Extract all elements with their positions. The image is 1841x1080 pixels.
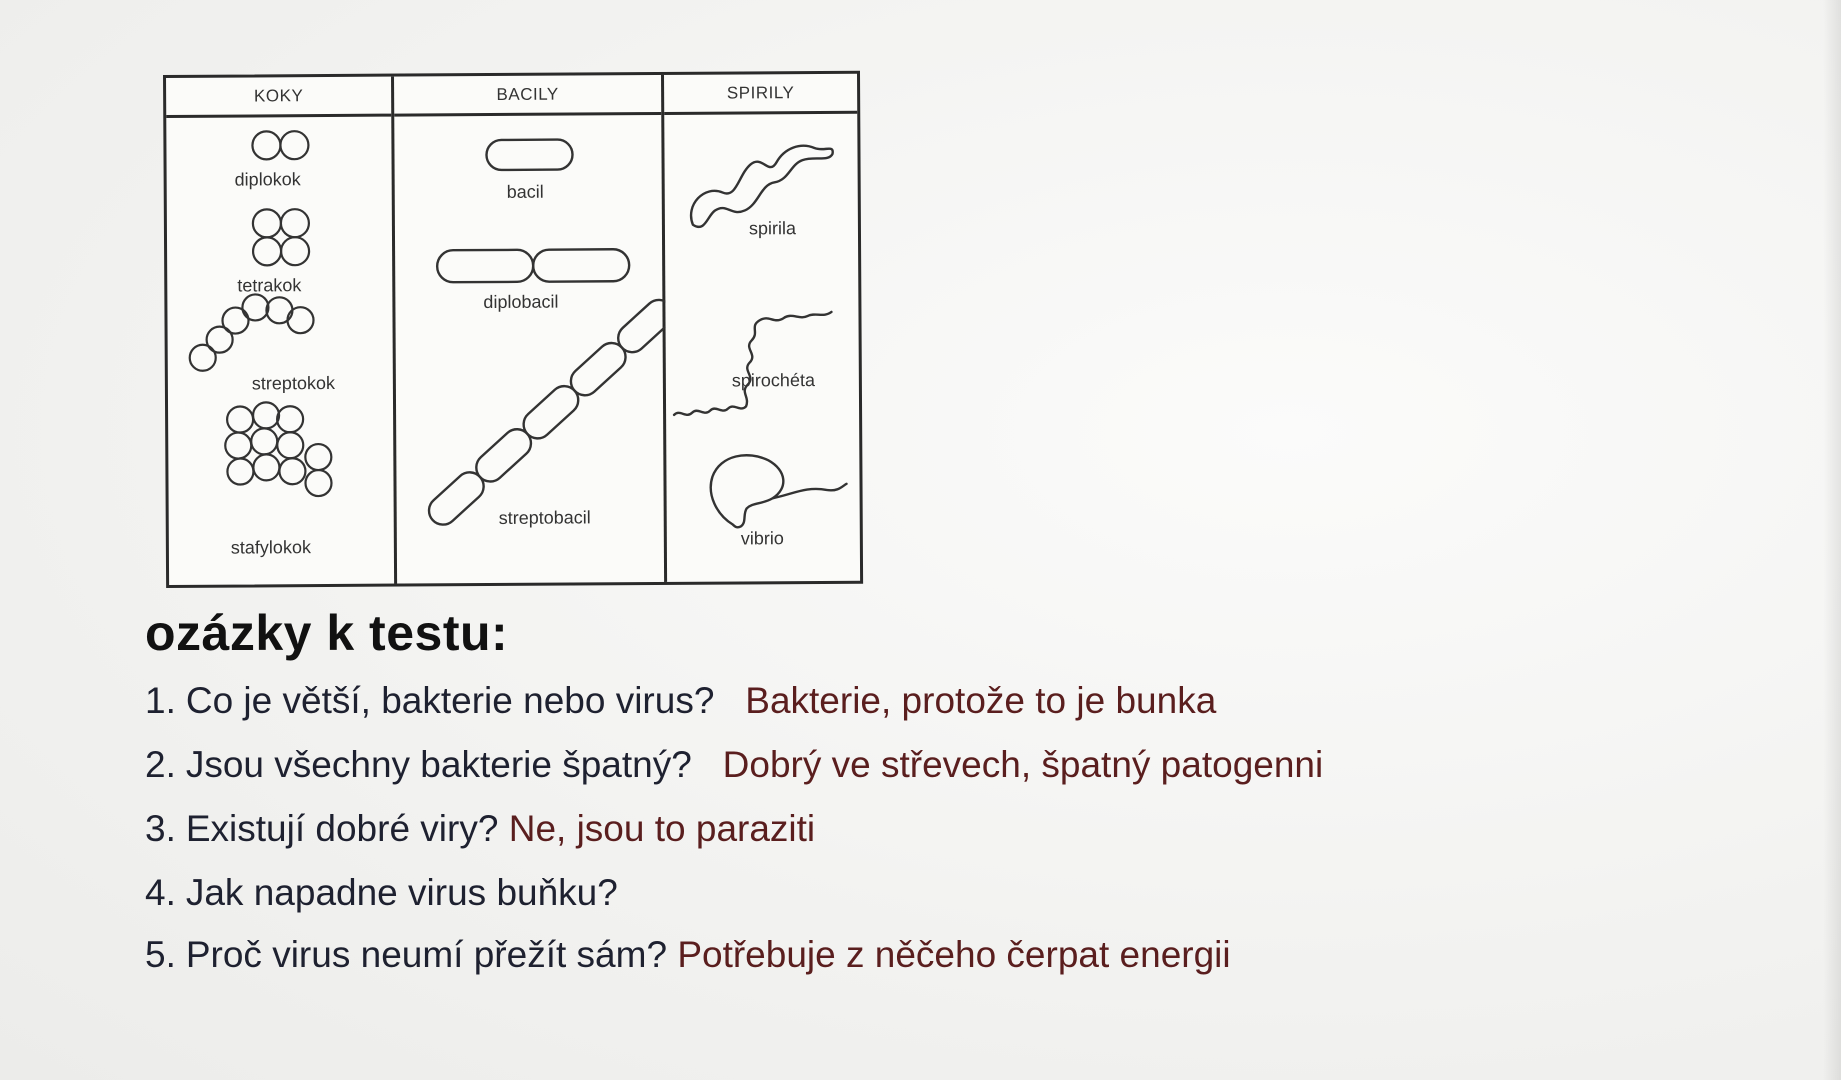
- streptokok-shape: [189, 294, 313, 371]
- column-header-bacily: BACILY: [394, 75, 661, 117]
- question-text: Jak napadne virus buňku?: [185, 872, 618, 913]
- label-streptokok: streptokok: [251, 372, 335, 394]
- column-spirily: [664, 74, 860, 582]
- tetrakok-shape: [253, 209, 309, 265]
- question-2: [145, 744, 1323, 786]
- question-3: [145, 808, 815, 850]
- vibrio-shape: [711, 455, 847, 528]
- streptobacil-shape: [423, 291, 667, 530]
- bacteria-shapes-diagram: [163, 71, 863, 588]
- stafylokok-shape: [225, 402, 332, 497]
- question-4: [145, 872, 618, 914]
- question-number: 2.: [145, 744, 176, 785]
- label-tetrakok: tetrakok: [237, 275, 302, 296]
- question-number: 3.: [145, 808, 176, 849]
- label-bacil: bacil: [506, 181, 544, 202]
- page-edge-shadow: [1823, 0, 1841, 1080]
- question-number: 4.: [145, 872, 176, 913]
- spirily-illustrations: [664, 114, 863, 585]
- answer-text: Potřebuje z něčeho čerpat energii: [677, 934, 1231, 975]
- question-5: [145, 934, 1231, 976]
- answer-text: Bakterie, protože to je bunka: [745, 680, 1217, 721]
- question-1: [145, 680, 1216, 722]
- bacil-shape: [486, 140, 572, 171]
- spirila-shape: [691, 146, 834, 227]
- question-text: Existují dobré viry?: [185, 808, 499, 849]
- section-heading: ozázky k testu:: [145, 605, 509, 661]
- label-spirila: spirila: [748, 218, 797, 239]
- spirochete-shape: [673, 312, 832, 415]
- column-koky: [166, 77, 397, 585]
- diplobacil-shape: [437, 249, 629, 282]
- question-text: Co je větší, bakterie nebo virus?: [185, 680, 715, 721]
- label-diplobacil: diplobacil: [483, 291, 559, 313]
- diplokok-shape: [252, 131, 308, 159]
- label-stafylokok: stafylokok: [230, 537, 311, 558]
- label-streptobacil: streptobacil: [498, 507, 591, 528]
- question-number: 1.: [145, 680, 176, 721]
- question-text: Proč virus neumí přežít sám?: [185, 934, 668, 975]
- column-header-spirily: SPIRILY: [664, 74, 857, 115]
- column-header-koky: KOKY: [166, 77, 391, 118]
- question-number: 5.: [145, 934, 176, 975]
- label-diplokok: diplokok: [234, 169, 301, 190]
- label-vibrio: vibrio: [740, 528, 784, 549]
- label-spirocheta: spirochéta: [731, 370, 815, 391]
- answer-text: Dobrý ve střevech, špatný patogenni: [722, 744, 1324, 785]
- question-text: Jsou všechny bakterie špatný?: [185, 744, 692, 785]
- column-bacily: [394, 75, 667, 584]
- answer-text: Ne, jsou to paraziti: [508, 808, 816, 849]
